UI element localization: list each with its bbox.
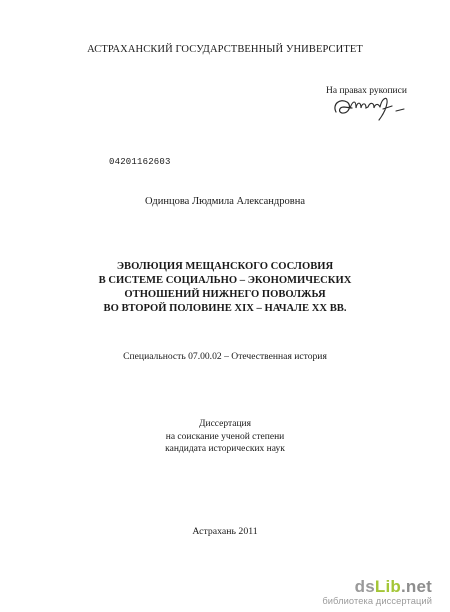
city-year: Астрахань 2011 bbox=[192, 526, 258, 537]
catalog-code: 04201162603 bbox=[109, 157, 171, 167]
logo-net: .net bbox=[400, 577, 432, 596]
logo-ds: ds bbox=[354, 577, 375, 596]
degree-statement bbox=[0, 418, 450, 456]
title-line: В СИСТЕМЕ СОЦИАЛЬНО – ЭКОНОМИЧЕСКИХ bbox=[98, 275, 352, 286]
signature-icon bbox=[330, 90, 420, 124]
manuscript-note: На правах рукописи bbox=[326, 86, 407, 96]
title-line: ОТНОШЕНИЙ НИЖНЕГО ПОВОЛЖЬЯ bbox=[124, 289, 326, 300]
title-line: ВО ВТОРОЙ ПОЛОВИНЕ XIX – НАЧАЛЕ XX ВВ. bbox=[103, 303, 347, 314]
dslib-watermark bbox=[322, 578, 432, 607]
author-name: Одинцова Людмила Александровна bbox=[144, 196, 306, 207]
specialty: Специальность 07.00.02 – Отечественная история bbox=[123, 351, 327, 362]
dslib-logo bbox=[322, 578, 432, 596]
dissertation-title bbox=[0, 260, 450, 316]
title-line: ЭВОЛЮЦИЯ МЕЩАНСКОГО СОСЛОВИЯ bbox=[116, 261, 334, 272]
degree-line: на соискание ученой степени bbox=[165, 431, 285, 442]
watermark-subtitle: библиотека диссертаций bbox=[322, 596, 432, 606]
logo-lib: Lib bbox=[374, 577, 401, 596]
degree-line: Диссертация bbox=[199, 419, 251, 429]
degree-line: кандидата исторических наук bbox=[165, 444, 285, 454]
university-name: АСТРАХАНСКИЙ ГОСУДАРСТВЕННЫЙ УНИВЕРСИТЕТ bbox=[87, 44, 363, 55]
